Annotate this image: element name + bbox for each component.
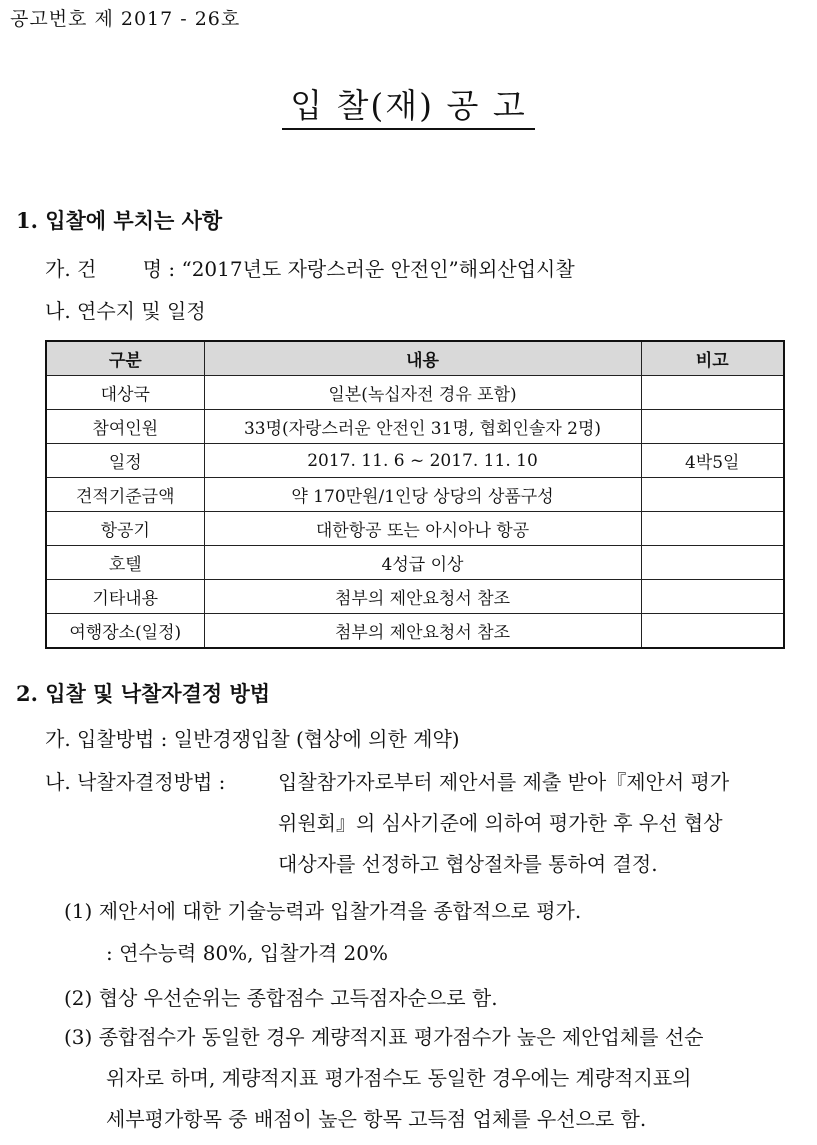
table-row [46,444,784,478]
section1-item-schedule: 나. 연수지 및 일정 [45,299,206,323]
page-title [0,86,817,130]
row-category: 기타내용 [46,580,204,614]
header-note: 비고 [641,341,784,376]
section2-sub-1-detail: : 연수능력 80%, 입찰가격 20% [106,941,388,965]
header-content: 내용 [204,341,641,376]
table-row [46,614,784,649]
header-category: 구분 [46,341,204,376]
row-note [641,376,784,410]
section2-award-line-1: 입찰참가자로부터 제안서를 제출 받아『제안서 평가 [278,770,730,794]
row-note [641,614,784,649]
row-content: 33명(자랑스러운 안전인 31명, 협회인솔자 2명) [204,410,641,444]
row-note: 4박5일 [641,444,784,478]
table-row [46,580,784,614]
table-row [46,410,784,444]
row-content: 2017. 11. 6 ~ 2017. 11. 10 [204,444,641,478]
section2-award-label: 나. 낙찰자결정방법 : [45,770,226,794]
row-note [641,410,784,444]
row-category: 항공기 [46,512,204,546]
row-category: 여행장소(일정) [46,614,204,649]
page-title-text: 입 찰(재) 공 고 [282,86,535,130]
row-category: 호텔 [46,546,204,580]
section2-sub-3-line-3: 세부평가항목 중 배점이 높은 항목 고득점 업체를 우선으로 함. [106,1107,647,1131]
row-category: 견적기준금액 [46,478,204,512]
row-note [641,478,784,512]
row-content: 일본(녹십자전 경유 포함) [204,376,641,410]
row-content: 4성급 이상 [204,546,641,580]
table-row [46,512,784,546]
table-row [46,376,784,410]
section2-sub-3-line-1: (3) 종합점수가 동일한 경우 계량적지표 평가점수가 높은 제안업체를 선순 [64,1025,704,1049]
notice-number: 공고번호 제 2017 - 26호 [10,8,241,30]
row-content: 첨부의 제안요청서 참조 [204,580,641,614]
section2-bid-method: 가. 입찰방법 : 일반경쟁입찰 (협상에 의한 계약) [45,727,460,751]
section2-heading: 2. 입찰 및 낙찰자결정 방법 [16,681,271,706]
row-content: 약 170만원/1인당 상당의 상품구성 [204,478,641,512]
row-category: 참여인원 [46,410,204,444]
section1-heading: 1. 입찰에 부치는 사항 [16,208,223,233]
row-content: 첨부의 제안요청서 참조 [204,614,641,649]
training-schedule-table [45,340,785,649]
row-category: 대상국 [46,376,204,410]
row-note [641,580,784,614]
section1-item-title: 가. 건 명 : “2017년도 자랑스러운 안전인”해외산업시찰 [45,257,575,281]
row-category: 일정 [46,444,204,478]
table-header-row [46,341,784,376]
section2-sub-1: (1) 제안서에 대한 기술능력과 입찰가격을 종합적으로 평가. [64,899,582,923]
table-row [46,478,784,512]
section2-sub-3-line-2: 위자로 하며, 계량적지표 평가점수도 동일한 경우에는 계량적지표의 [106,1066,692,1090]
section2-sub-2: (2) 협상 우선순위는 종합점수 고득점자순으로 함. [64,986,498,1010]
section2-award-line-3: 대상자를 선정하고 협상절차를 통하여 결정. [278,852,658,876]
row-note [641,512,784,546]
table-row [46,546,784,580]
row-note [641,546,784,580]
row-content: 대한항공 또는 아시아나 항공 [204,512,641,546]
section2-award-line-2: 위원회』의 심사기준에 의하여 평가한 후 우선 협상 [278,811,723,835]
